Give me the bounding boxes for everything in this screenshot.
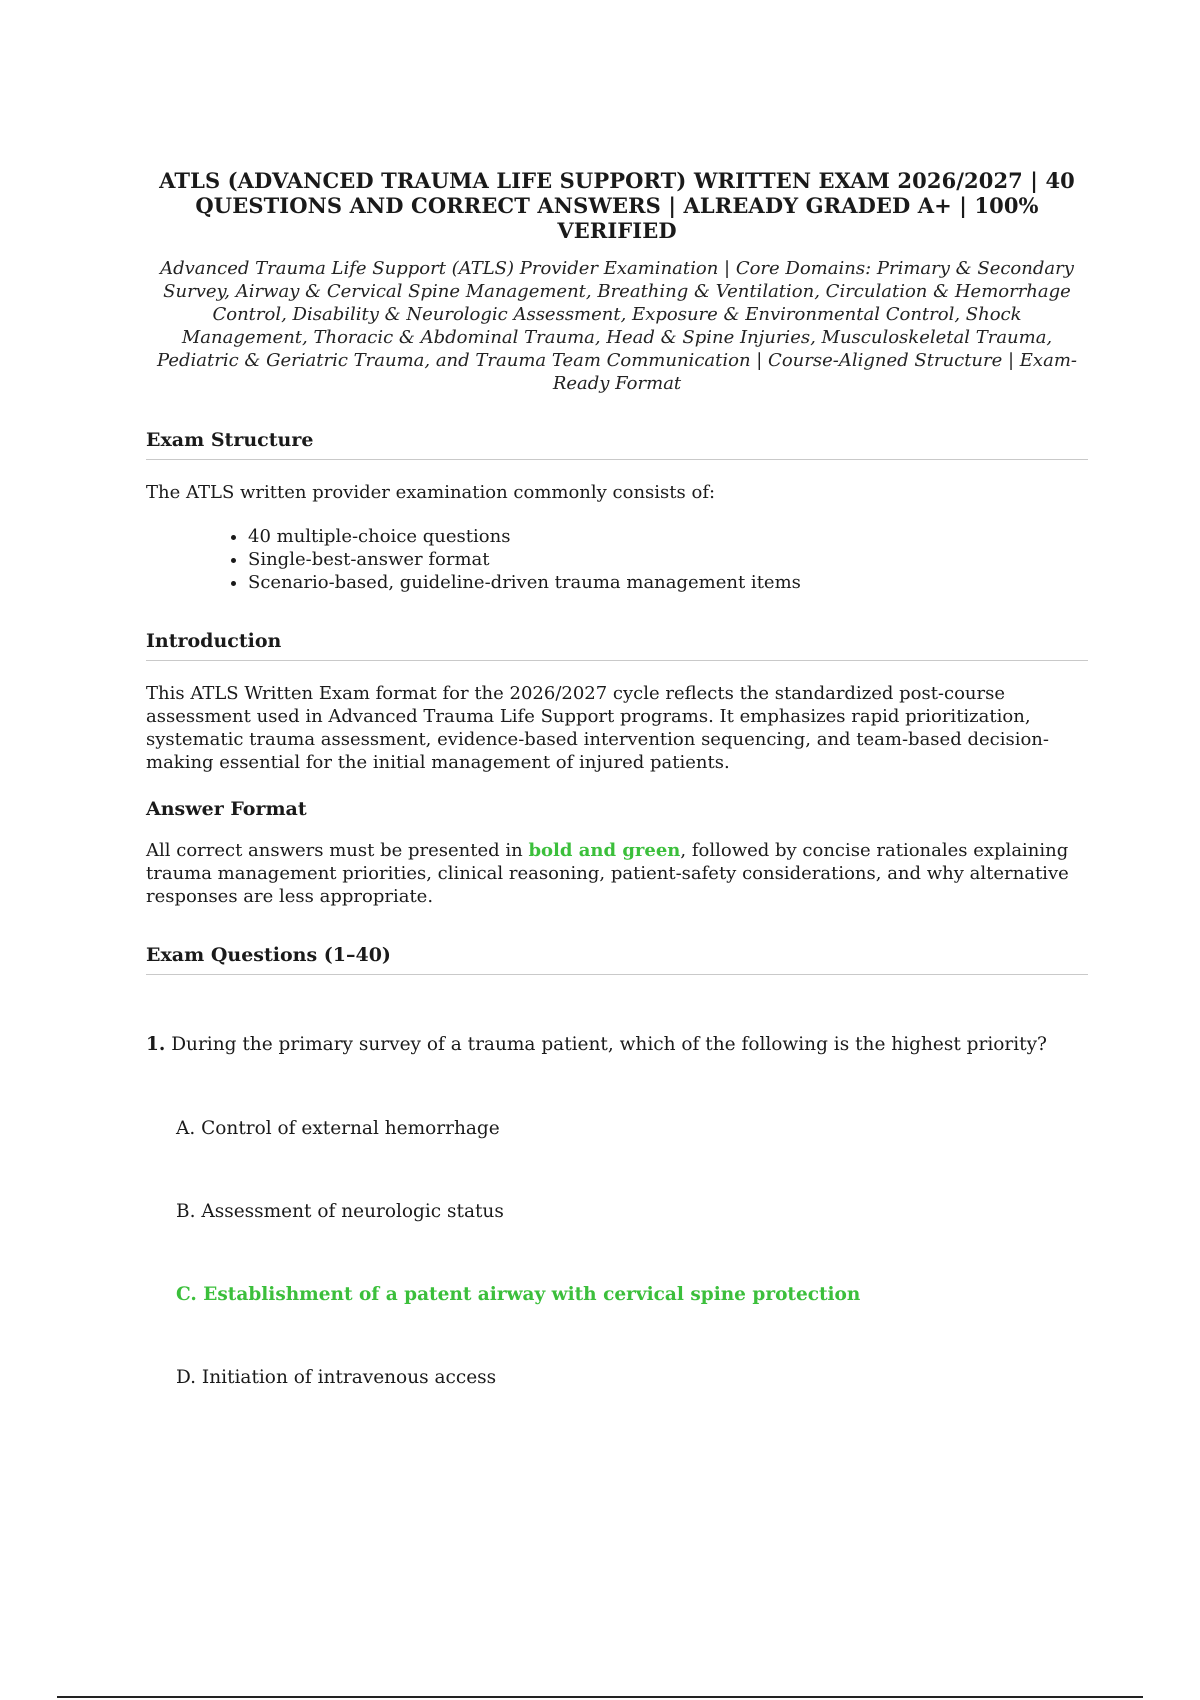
exam-questions-heading: Exam Questions (1–40) — [146, 944, 391, 966]
exam-structure-intro: The ATLS written provider examination commonly consists of: — [146, 482, 716, 503]
list-item: • 40 multiple-choice questions — [248, 525, 1088, 548]
exam-structure-heading: Exam Structure — [146, 429, 314, 451]
document-subtitle: Advanced Trauma Life Support (ATLS) Provider Examination | Core Domains: Primary & Secondary Survey, Airway & Cervical Spine Management, Breathing & Ventilation, Circulation & Hemorrhage Control, Disability & Neurologic Assessment, Exposure & Environmental Control, Shock Management, Thoracic & Abdominal Trauma, Head & Spine Injuries, Musculoskeletal Trauma, Pediatric & Geriatric Trauma, and Trauma Team Communication | Course-Aligned Structure | Exam-Ready Format — [157, 258, 1077, 394]
section-divider — [146, 459, 1088, 460]
introduction-text: This ATLS Written Exam format for the 2026/2027 cycle reflects the standardized post-course assessment used in Advanced Trauma Life Support programs. It emphasizes rapid prioritization, systematic trauma assessment, evidence-based intervention sequencing, and team-based decision-making essential for the initial management of injured patients. — [146, 683, 1049, 773]
answer-option-c-correct: C. Establishment of a patent airway with cervical spine protection — [176, 1284, 861, 1305]
question-stem: During the primary survey of a trauma patient, which of the following is the highest priority? — [165, 1034, 1047, 1055]
answer-option-a: A. Control of external hemorrhage — [176, 1118, 500, 1139]
exam-questions-section — [146, 944, 1088, 1390]
page-bottom-rule — [57, 1696, 1143, 1698]
introduction-heading: Introduction — [146, 630, 282, 652]
answer-format-highlight: bold and green — [528, 840, 681, 861]
list-item: • Single-best-answer format — [248, 548, 1088, 571]
list-item: • Scenario-based, guideline-driven trauma management items — [248, 571, 1088, 594]
exam-structure-section — [146, 429, 1088, 594]
document-title: ATLS (ADVANCED TRAUMA LIFE SUPPORT) WRITTEN EXAM 2026/2027 | 40 QUESTIONS AND CORRECT ANSWERS | ALREADY GRADED A+ | 100% VERIFIED — [159, 168, 1075, 243]
question-text — [146, 1033, 1088, 1057]
answer-format-text-after: , followed by concise rationales explaining trauma management priorities, clinical reasoning, patient-safety considerations, and why alternative responses are less appropriate. — [146, 840, 1069, 907]
answer-format-section — [146, 798, 1088, 908]
question-1 — [146, 1033, 1088, 1390]
question-number: 1. — [146, 1034, 166, 1055]
answer-option-d: D. Initiation of intravenous access — [176, 1367, 497, 1388]
answer-format-text — [146, 839, 1088, 908]
document-page — [146, 168, 1088, 1390]
section-divider — [146, 660, 1088, 661]
section-divider — [146, 974, 1088, 975]
answer-format-heading: Answer Format — [146, 798, 307, 820]
answer-option-b: B. Assessment of neurologic status — [176, 1201, 504, 1222]
introduction-section — [146, 630, 1088, 774]
exam-structure-list — [146, 525, 1088, 594]
answer-format-text-before: All correct answers must be presented in — [146, 840, 529, 861]
